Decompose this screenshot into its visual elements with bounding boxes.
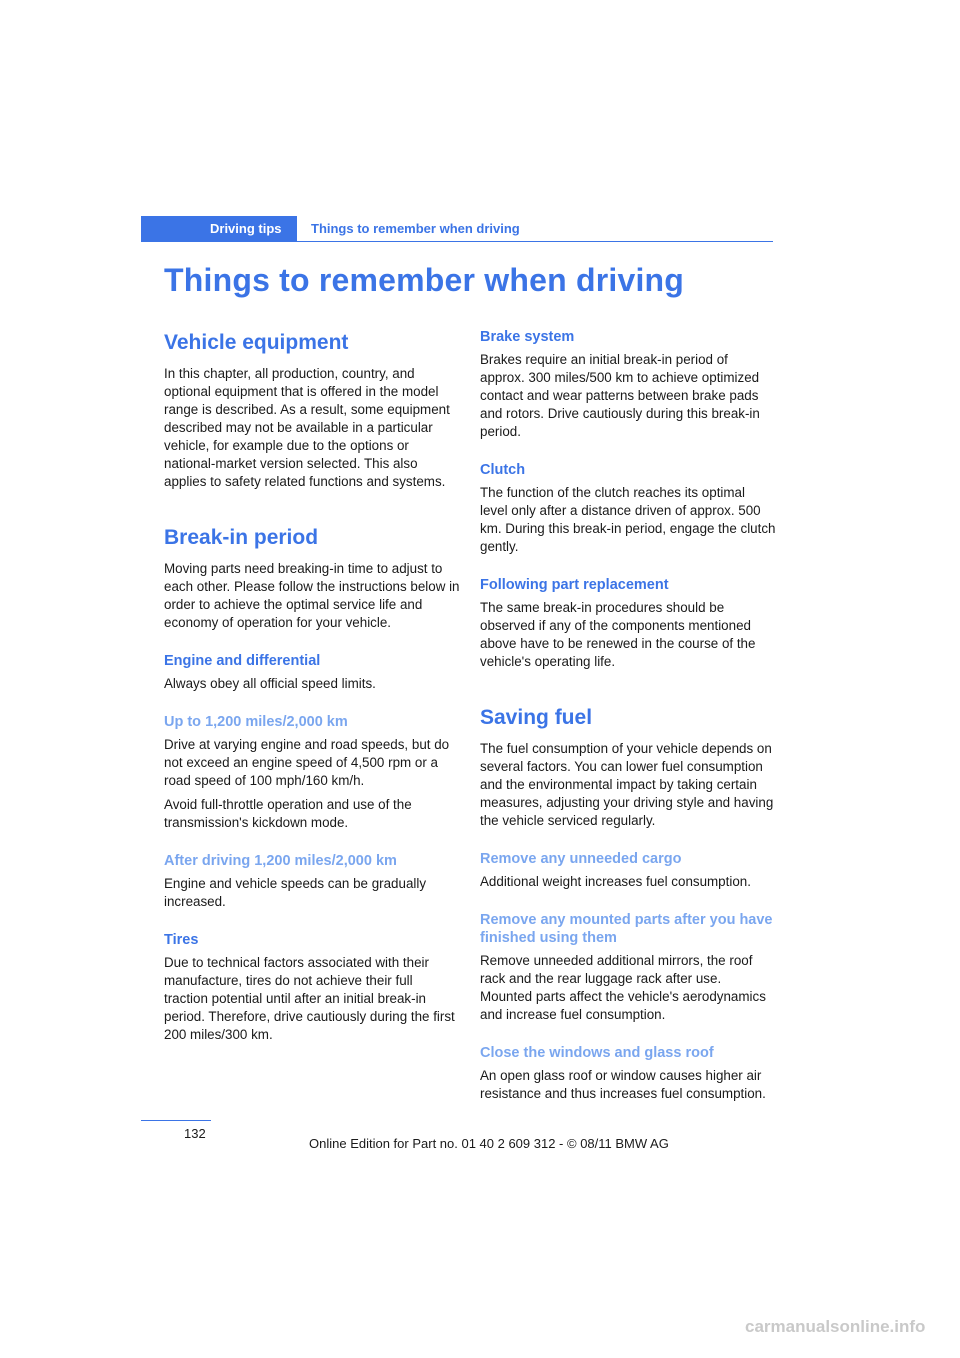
paragraph-close-windows: An open glass roof or window causes higher air resistance and thus increases fuel consumption. [480,1068,766,1101]
paragraph-vehicle-equipment: In this chapter, all production, country, and optional equipment that is offered in the model range is described. As a result, some equipment described may not be available in a particular vehicle, for example due to the options or national-market version selected. This also applies to safety related functions and systems. [164,366,450,489]
heading-saving-fuel: Saving fuel [480,706,593,729]
section-label: Things to remember when driving [311,221,520,236]
paragraph-mounted-parts: Remove unneeded additional mirrors, the roof rack and the rear luggage rack after use. Mounted parts affect the vehicle's aerodynamics and increase fuel consumption. [480,953,766,1022]
heading-tires: Tires [164,932,199,948]
paragraph-unneeded-cargo: Additional weight increases fuel consumption. [480,874,751,889]
heading-part-replacement: Following part replacement [480,577,669,593]
page-number-rule [141,1120,211,1121]
paragraph-after-driving: Engine and vehicle speeds can be gradually increased. [164,876,427,909]
footer-note: Online Edition for Part no. 01 40 2 609 312 - © 08/11 BMW AG [309,1136,669,1151]
heading-unneeded-cargo: Remove any unneeded cargo [480,851,682,867]
header-rule [297,241,773,242]
heading-after-driving: After driving 1,200 miles/2,000 km [164,853,397,869]
paragraph-up-to-2: Avoid full-throttle operation and use of the transmission's kickdown mode. [164,797,412,830]
heading-break-in-period: Break-in period [164,526,319,549]
paragraph-up-to-1: Drive at varying engine and road speeds, but do not exceed an engine speed of 4,500 rpm or a road speed of 100 mph/160 km/h. [164,737,450,788]
paragraph-clutch: The function of the clutch reaches its optimal level only after a distance driven of approx. 500 km. During this break-in period, engage the clutch gently. [480,485,776,554]
paragraph-break-in-period: Moving parts need breaking-in time to adjust to each other. Please follow the instructions below in order to achieve the optimal service life and economy of operation for your vehicle. [164,561,460,630]
paragraph-tires: Due to technical factors associated with their manufacture, tires do not achieve their full traction potential until after an initial break-in period. Therefore, drive cautiously during the first 200 miles/300 km. [164,955,455,1042]
left-column [164,328,460,1044]
heading-mounted-parts: Remove any mounted parts after you have finished using them [480,912,773,946]
heading-vehicle-equipment: Vehicle equipment [164,331,349,354]
heading-clutch: Clutch [480,462,526,478]
chapter-label: Driving tips [210,221,282,236]
watermark: carmanualsonline.info [745,1317,926,1336]
heading-brake-system: Brake system [480,329,575,345]
paragraph-saving-fuel: The fuel consumption of your vehicle depends on several factors. You can lower fuel consumption and the environmental impact by taking certain measures, adjusting your driving style and having the vehicle serviced regularly. [480,741,774,828]
heading-engine-differential: Engine and differential [164,653,321,669]
heading-up-to: Up to 1,200 miles/2,000 km [164,714,348,730]
page-number: 132 [184,1126,206,1141]
paragraph-engine-differential: Always obey all official speed limits. [164,676,376,691]
right-column [480,328,776,1103]
paragraph-part-replacement: The same break-in procedures should be observed if any of the components mentioned above have to be renewed in the course of the vehicle's operating life. [480,600,756,669]
paragraph-brake-system: Brakes require an initial break-in period of approx. 300 miles/500 km to achieve optimized contact and wear patterns between brake pads and rotors. Drive cautiously during this break-in period. [480,352,760,439]
heading-close-windows: Close the windows and glass roof [480,1045,714,1061]
page-title: Things to remember when driving [164,262,685,298]
